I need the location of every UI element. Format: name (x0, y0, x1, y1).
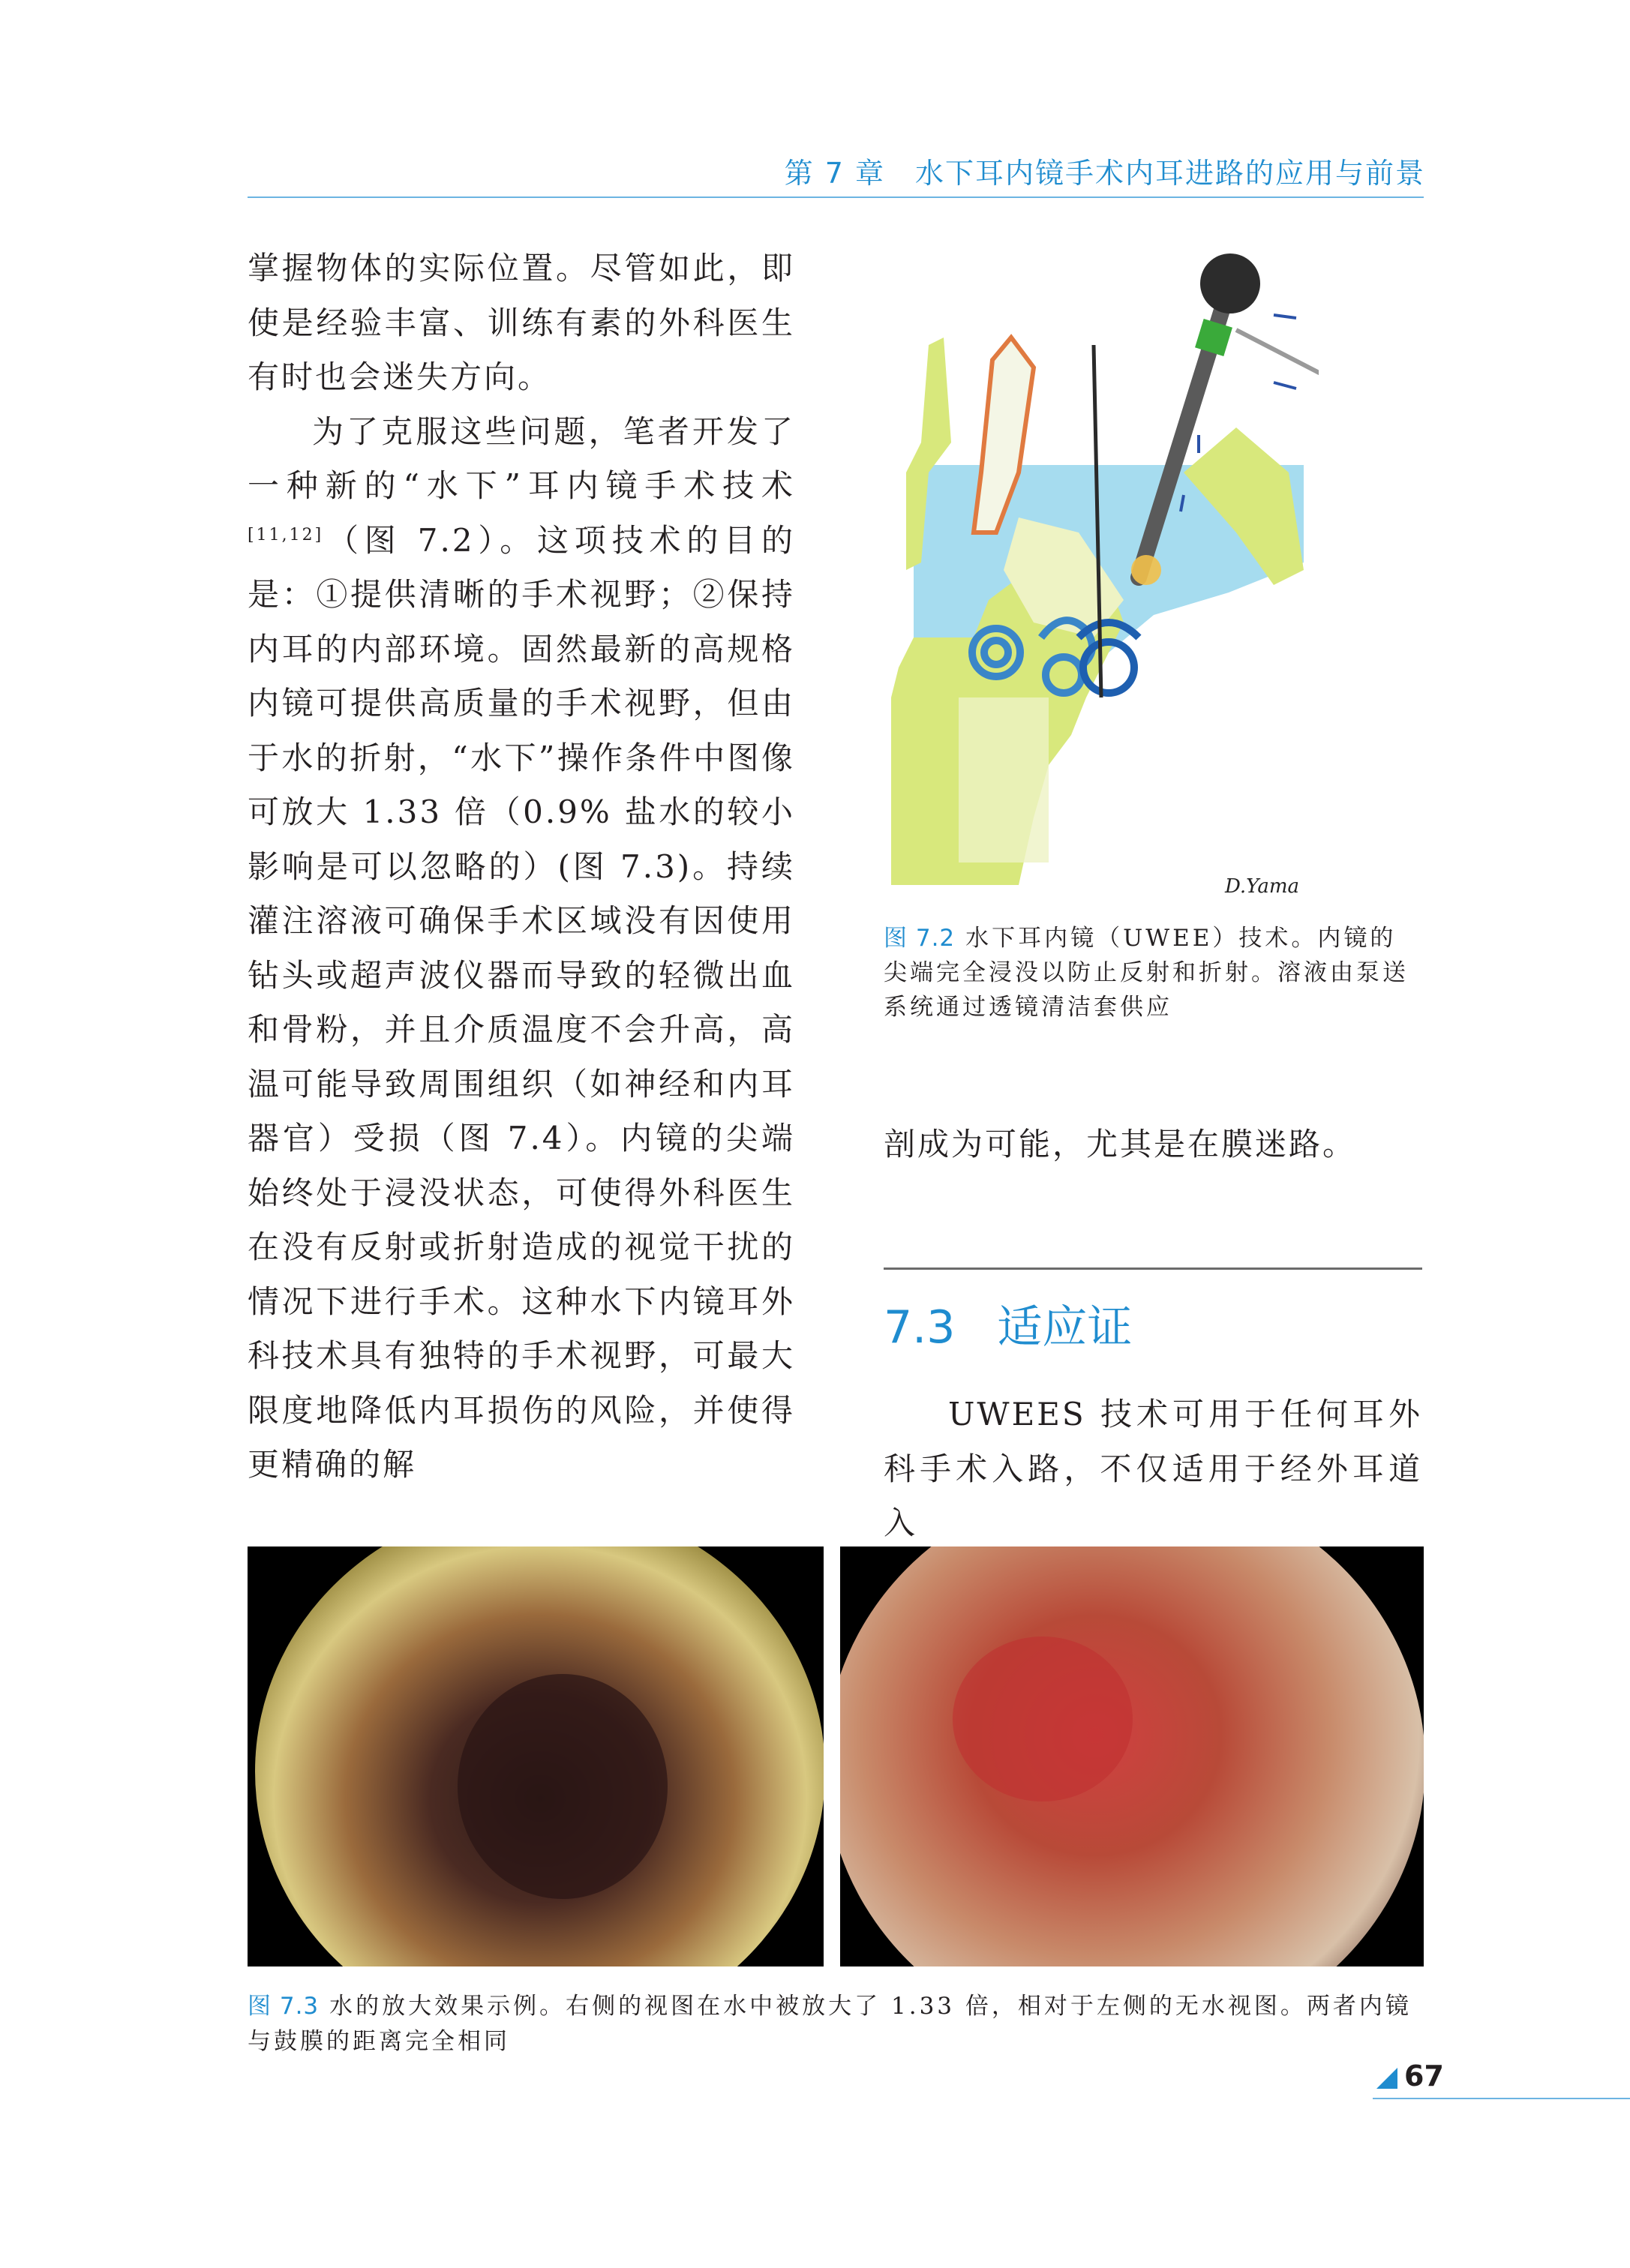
figure-caption-text: 水下耳内镜（UWEE）技术。内镜的尖端完全浸没以防止反射和折射。溶液由泵送系统通过透镜清洁套供应 (884, 925, 1409, 1021)
right-text-continuation (884, 1118, 1422, 1172)
section-rule (884, 1268, 1422, 1270)
paragraph-indications: UWEES 技术可用于任何耳外科手术入路，不仅适用于经外耳道入 (884, 1396, 1422, 1541)
left-text-column (248, 242, 795, 1492)
figure-caption-text: 水的放大效果示例。右侧的视图在水中被放大了 1.33 倍，相对于左侧的无水视图。两者内镜与鼓膜的距离完全相同 (248, 1993, 1412, 2055)
paragraph-2 (248, 405, 795, 1492)
figure-7-3-photos (248, 1546, 1424, 1966)
section-heading (884, 1292, 1132, 1356)
paragraph-1: 掌握物体的实际位置。尽管如此，即使是经验丰富、训练有素的外科医生有时也会迷失方向。 (248, 250, 795, 395)
figure-7-2-illustration (884, 248, 1319, 908)
photo-right-in-water (825, 1546, 1424, 1966)
figure-label: 图 7.2 (884, 925, 956, 952)
internal-auditory-canal (959, 698, 1049, 862)
figure-label: 图 7.3 (248, 1993, 320, 2020)
indications-text (884, 1388, 1422, 1551)
figure-7-2-caption (884, 921, 1422, 1024)
running-header (780, 150, 1425, 191)
header-rule (248, 196, 1424, 198)
chapter-title: 水下耳内镜手术内耳进路的应用与前景 (914, 157, 1425, 190)
paragraph-2-part-b: （图 7.2）。这项技术的目的是：①提供清晰的手术视野；②保持内耳的内部环境。固然最新的高规格内镜可提供高质量的手术视野，但由于水的折射，“水下”操作条件中图像可放大 1.33 倍（0.9% 盐水的较小影响是可以忽略的）(图 7.3)。持续灌注溶液可确保手术区域没有因使用钻头或超声波仪器而导致的轻微出血和骨粉，并且介质温度不会升高，高温可能导致周围组织（如神经和内耳器官）受损（图 7.4）。内镜的尖端始终处于浸没状态，可使得外科医生在没有反射或折射造成的视觉干扰的情况下进行手术。这种水下内镜耳外科技术具有独特的手术视野，可最大限度地降低内耳损伤的风险，并使得更精确的解 (248, 521, 795, 1483)
page-corner-triangle-icon (1376, 2068, 1397, 2089)
photo-left-without-water (248, 1546, 825, 1966)
figure-7-3-caption (248, 1989, 1424, 2060)
citation-reference: [11,12] (248, 525, 324, 544)
paragraph-continuation: 剖成为可能，尤其是在膜迷路。 (884, 1126, 1357, 1162)
section-number: 7.3 (884, 1301, 956, 1354)
paragraph-2-part-a: 为了克服这些问题，笔者开发了一种新的“水下”耳内镜手术技术 (248, 412, 795, 504)
illustrator-signature: D.Yama (1225, 875, 1299, 898)
chapter-label: 第 7 章 (784, 157, 885, 190)
section-title: 适应证 (997, 1301, 1133, 1354)
footer-rule (1373, 2098, 1630, 2099)
page-number: 67 (1404, 2060, 1444, 2092)
